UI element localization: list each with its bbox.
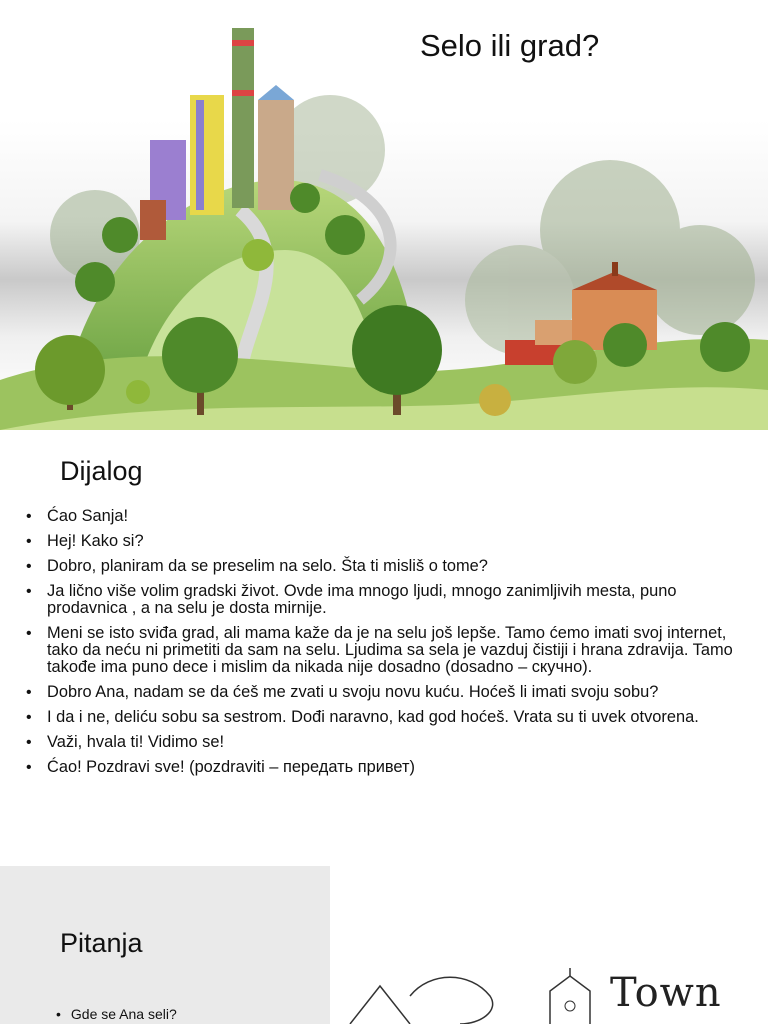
slide-title <box>0 0 768 430</box>
questions-heading: Pitanja <box>60 928 143 958</box>
dialog-line: • Ćao Sanja! <box>26 508 756 525</box>
slide-dialog <box>0 430 768 860</box>
slide-title-text: Selo ili grad? <box>420 28 600 63</box>
dialog-line: • Hej! Kako si? <box>26 533 756 550</box>
dialog-line: • Dobro Ana, nadam se da ćeš me zvati u svoju novu kuću. Hoćeš li imati svoju sobu? <box>26 684 756 701</box>
dialog-line: • Ćao! Pozdravi sve! (pozdraviti – передать привет) <box>26 759 756 776</box>
grey-panel <box>0 866 330 1024</box>
dialog-line: • Važi, hvala ti! Vidimo se! <box>26 734 756 751</box>
dialog-line: • I da i ne, deliću sobu sa sestrom. Dođi naravno, kad god hoćeš. Vrata su ti uvek otvorena. <box>26 709 756 726</box>
question-item: • Gde se Ana seli? <box>56 1006 177 1022</box>
dialog-list <box>26 508 756 784</box>
dialog-line: • Ja lično više volim gradski život. Ovde ima mnogo ljudi, mnogo zanimljivih mesta, puno prodavnica , a na selu je dosta mirnije. <box>26 583 756 617</box>
city-country-illustration <box>0 0 768 430</box>
slide-questions <box>0 866 768 1024</box>
dialog-line: • Meni se isto sviđa grad, ali mama kaže da je na selu još lepše. Tamo ćemo imati svoj internet, tako da neću ni primetiti da sam na selu. Ljudima sa sela je vazduj čistiji i hrana zdravija. Tamo takođe ima puno dece i mislim da nikada nije dosadno (dosadno – скучно). <box>26 625 756 676</box>
town-word: Town <box>610 970 722 1016</box>
dialog-line: • Dobro, planiram da se preselim na selo. Šta ti misliš o tome? <box>26 558 756 575</box>
dialog-heading: Dijalog <box>60 456 143 486</box>
